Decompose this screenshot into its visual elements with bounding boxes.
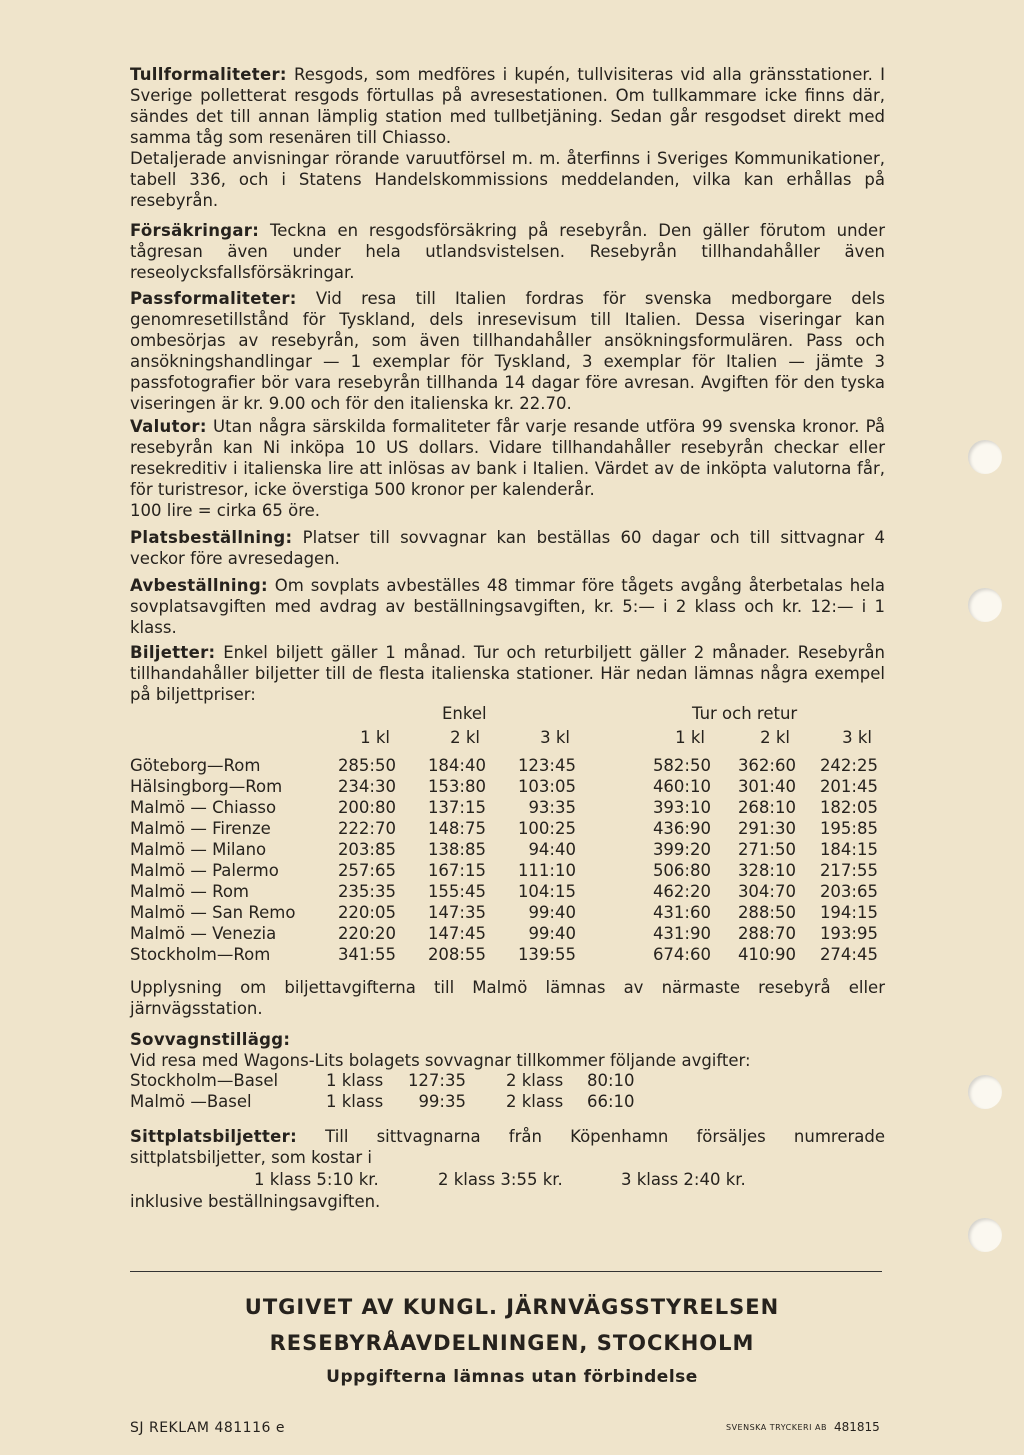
sovvagn-class: 1 klass (326, 1071, 384, 1090)
class-header: 2 kl (760, 728, 790, 747)
price-cell: 582:50 (652, 756, 711, 775)
upplysning-text: Upplysning om biljettavgifterna till Malmö lämnas av närmaste resebyrå eller järnvägsstation. (130, 978, 885, 1018)
price-cell: 148:75 (427, 819, 486, 838)
biljetter-text: Enkel biljett gäller 1 månad. Tur och returbiljett gäller 2 månader. Resebyrån tillhandahåller biljetter till de flesta italienska stationer. Här nedan lämnas några exempel på biljettpriser: (130, 643, 885, 704)
footer-divider (130, 1271, 882, 1272)
sovvagn-route: Stockholm—Basel (130, 1071, 279, 1090)
price-cell: 234:30 (337, 777, 396, 796)
plats-heading: Platsbeställning: (130, 528, 293, 547)
sovvagn-table (130, 1071, 890, 1115)
class-header-row (130, 728, 890, 749)
price-cell: 328:10 (737, 861, 796, 880)
price-cell: 195:85 (819, 819, 878, 838)
sovvagn-route: Malmö —Basel (130, 1092, 252, 1111)
sittplats-prices (130, 1170, 890, 1191)
punch-hole (968, 440, 1002, 474)
avbest-heading: Avbeställning: (130, 576, 268, 595)
sovvagn-price: 80:10 (587, 1071, 635, 1090)
price-cell: 410:90 (737, 945, 796, 964)
printer-label: SVENSKA TRYCKERI AB (726, 1423, 827, 1432)
price-cell: 257:65 (337, 861, 396, 880)
punch-hole (968, 1218, 1002, 1252)
price-cell: 222:70 (337, 819, 396, 838)
route-name: Malmö — Chiasso (130, 798, 277, 817)
price-row (130, 924, 890, 945)
price-cell: 220:20 (337, 924, 396, 943)
route-name: Malmö — Milano (130, 840, 267, 859)
price-cell: 93:35 (528, 798, 576, 817)
price-row (130, 819, 890, 840)
price-cell: 99:40 (528, 924, 576, 943)
route-name: Malmö — Venezia (130, 924, 277, 943)
plats-section (130, 527, 885, 569)
tur-header: Tur och retur (692, 704, 798, 723)
price-cell: 506:80 (652, 861, 711, 880)
price-cell: 123:45 (517, 756, 576, 775)
price-cell: 167:15 (427, 861, 486, 880)
price-cell: 462:20 (652, 882, 711, 901)
price-cell: 100:25 (517, 819, 576, 838)
sovvagn-section (130, 1029, 885, 1071)
punch-hole (968, 1075, 1002, 1109)
forsakring-heading: Försäkringar: (130, 221, 260, 240)
class-header: 1 kl (675, 728, 705, 747)
price-cell: 285:50 (337, 756, 396, 775)
sovvagn-row (130, 1092, 890, 1113)
valutor-text2: 100 lire = cirka 65 öre. (130, 501, 321, 520)
biljetter-section (130, 642, 885, 705)
pass-section (130, 288, 885, 414)
price-cell: 288:50 (737, 903, 796, 922)
price-cell: 301:40 (737, 777, 796, 796)
price-cell: 201:45 (819, 777, 878, 796)
publisher-line: UTGIVET AV KUNGL. JÄRNVÄGSSTYRELSEN (244, 1295, 780, 1319)
class-header: 1 kl (360, 728, 390, 747)
price-cell: 235:35 (337, 882, 396, 901)
price-cell: 274:45 (819, 945, 878, 964)
sittplats-text: Till sittvagnarna från Köpenhamn försäljes numrerade sittplatsbiljetter, som kostar i (130, 1127, 885, 1167)
sittplats-price: 2 klass 3:55 kr. (438, 1170, 563, 1189)
price-cell: 99:40 (528, 903, 576, 922)
price-row (130, 756, 890, 777)
route-name: Stockholm—Rom (130, 945, 271, 964)
price-row (130, 861, 890, 882)
tull-text: Resgods, som medföres i kupén, tullvisiteras vid alla gränsstationer. I Sverige polletterat resgods förtullas på avresestationen. Om tullkammare icke finns där, sändes det till annan lämplig station med tullbetjäning. Sedan går resgodset direkt med samma tåg som resenären till Chiasso. (130, 65, 885, 147)
price-row (130, 798, 890, 819)
price-cell: 271:50 (737, 840, 796, 859)
route-name: Göteborg—Rom (130, 756, 261, 775)
price-cell: 200:80 (337, 798, 396, 817)
sovvagn-price: 127:35 (407, 1071, 466, 1090)
price-cell: 184:40 (427, 756, 486, 775)
sovvagn-class: 2 klass (506, 1092, 564, 1111)
plats-text: Platser till sovvagnar kan beställas 60 dagar och till sittvagnar 4 veckor före avresedagen. (130, 528, 885, 568)
price-cell: 194:15 (819, 903, 878, 922)
price-cell: 137:15 (427, 798, 486, 817)
price-cell: 111:10 (517, 861, 576, 880)
price-cell: 139:55 (517, 945, 576, 964)
route-name: Malmö — Rom (130, 882, 249, 901)
price-cell: 203:85 (337, 840, 396, 859)
sovvagn-intro: Vid resa med Wagons-Lits bolagets sovvagnar tillkommer följande avgifter: (130, 1051, 751, 1070)
class-header: 2 kl (450, 728, 480, 747)
price-row (130, 903, 890, 924)
sittplats-price: 1 klass 5:10 kr. (254, 1170, 379, 1189)
sovvagn-price: 66:10 (587, 1092, 635, 1111)
biljetter-heading: Biljetter: (130, 643, 216, 662)
valutor-section (130, 416, 885, 521)
punch-hole (968, 588, 1002, 622)
sovvagn-price: 99:35 (418, 1092, 466, 1111)
sovvagn-row (130, 1071, 890, 1092)
sovvagn-class: 1 klass (326, 1092, 384, 1111)
price-cell: 362:60 (737, 756, 796, 775)
price-cell: 138:85 (427, 840, 486, 859)
route-name: Hälsingborg—Rom (130, 777, 283, 796)
tull-text2: Detaljerade anvisningar rörande varuutförsel m. m. återfinns i Sveriges Kommunikationer, tabell 336, och i Statens Handelskommissions meddelanden, vilka kan erhållas på resebyrån. (130, 149, 885, 210)
disclaimer-line: Uppgifterna lämnas utan förbindelse (326, 1367, 698, 1387)
price-cell: 153:80 (427, 777, 486, 796)
enkel-header: Enkel (442, 704, 487, 723)
price-cell: 147:35 (427, 903, 486, 922)
avbest-section (130, 575, 885, 638)
valutor-heading: Valutor: (130, 417, 207, 436)
forsakring-section (130, 220, 885, 283)
route-name: Malmö — Palermo (130, 861, 279, 880)
price-cell: 431:90 (652, 924, 711, 943)
sittplats-heading: Sittplatsbiljetter: (130, 1127, 297, 1146)
price-cell: 436:90 (652, 819, 711, 838)
price-row (130, 945, 890, 966)
price-cell: 94:40 (528, 840, 576, 859)
price-cell: 399:20 (652, 840, 711, 859)
price-cell: 182:05 (819, 798, 878, 817)
price-cell: 393:10 (652, 798, 711, 817)
price-cell: 155:45 (427, 882, 486, 901)
avbest-text: Om sovplats avbeställes 48 timmar före tågets avgång återbetalas hela sovplatsavgiften med avdrag av beställningsavgiften, kr. 5:— i 2 klass och kr. 12:— i 1 klass. (130, 576, 885, 637)
price-cell: 341:55 (337, 945, 396, 964)
price-table (130, 704, 890, 969)
sovvagn-class: 2 klass (506, 1071, 564, 1090)
price-cell: 431:60 (652, 903, 711, 922)
class-header: 3 kl (842, 728, 872, 747)
price-cell: 208:55 (427, 945, 486, 964)
price-row (130, 882, 890, 903)
sittplats-tail: inklusive beställningsavgiften. (130, 1192, 381, 1211)
print-code-right: 481815 (834, 1420, 880, 1434)
price-cell: 291:30 (737, 819, 796, 838)
price-cell: 203:65 (819, 882, 878, 901)
price-cell: 242:25 (819, 756, 878, 775)
price-cell: 184:15 (819, 840, 878, 859)
pass-text: Vid resa till Italien fordras för svenska medborgare dels genomresetillstånd för Tyskland, dels inresevisum till Italien. Dessa viseringar kan ombesörjas av resebyrån, som även tillhandahåller ansökningsformulären. Pass och ansökningshandlingar — 1 exemplar för Tyskland, 3 exemplar för Italien — jämte 3 passfotografier bör vara resebyrån tillhanda 14 dagar före avresan. Avgiften för den tyska viseringen är kr. 9.00 och för den italienska kr. 22.70. (130, 289, 885, 413)
sittplats-price: 3 klass 2:40 kr. (621, 1170, 746, 1189)
price-cell: 147:45 (427, 924, 486, 943)
price-cell: 217:55 (819, 861, 878, 880)
pass-heading: Passformaliteter: (130, 289, 297, 308)
department-line: RESEBYRÅAVDELNINGEN, STOCKHOLM (269, 1331, 755, 1355)
tull-section (130, 64, 885, 211)
price-row (130, 840, 890, 861)
price-cell: 104:15 (517, 882, 576, 901)
price-cell: 674:60 (652, 945, 711, 964)
route-name: Malmö — San Remo (130, 903, 296, 922)
class-header: 3 kl (540, 728, 570, 747)
valutor-text: Utan några särskilda formaliteter får varje resande utföra 99 svenska kronor. På resebyrån kan Ni inköpa 10 US dollars. Vidare tillhandahåller resebyrån checkar eller resekreditiv i italienska lire att inlösas av bank i Italien. Värdet av de inköpta valutorna får, för turistresor, icke överstiga 500 kronor per kalenderår. (130, 417, 885, 499)
price-cell: 460:10 (652, 777, 711, 796)
price-cell: 304:70 (737, 882, 796, 901)
price-row (130, 777, 890, 798)
price-cell: 288:70 (737, 924, 796, 943)
price-cell: 268:10 (737, 798, 796, 817)
tull-heading: Tullformaliteter: (130, 65, 287, 84)
sittplats-section (130, 1126, 885, 1168)
sovvagn-heading: Sovvagnstillägg: (130, 1030, 291, 1049)
price-cell: 193:95 (819, 924, 878, 943)
print-code-left: SJ REKLAM 481116 e (130, 1420, 285, 1436)
forsakring-text: Teckna en resgodsförsäkring på resebyrån. Den gäller förutom under tågresan även under hela utlandsvistelsen. Resebyrån tillhandahåller även reseolycksfallsförsäkringar. (130, 221, 885, 282)
route-name: Malmö — Firenze (130, 819, 271, 838)
price-cell: 220:05 (337, 903, 396, 922)
price-cell: 103:05 (517, 777, 576, 796)
